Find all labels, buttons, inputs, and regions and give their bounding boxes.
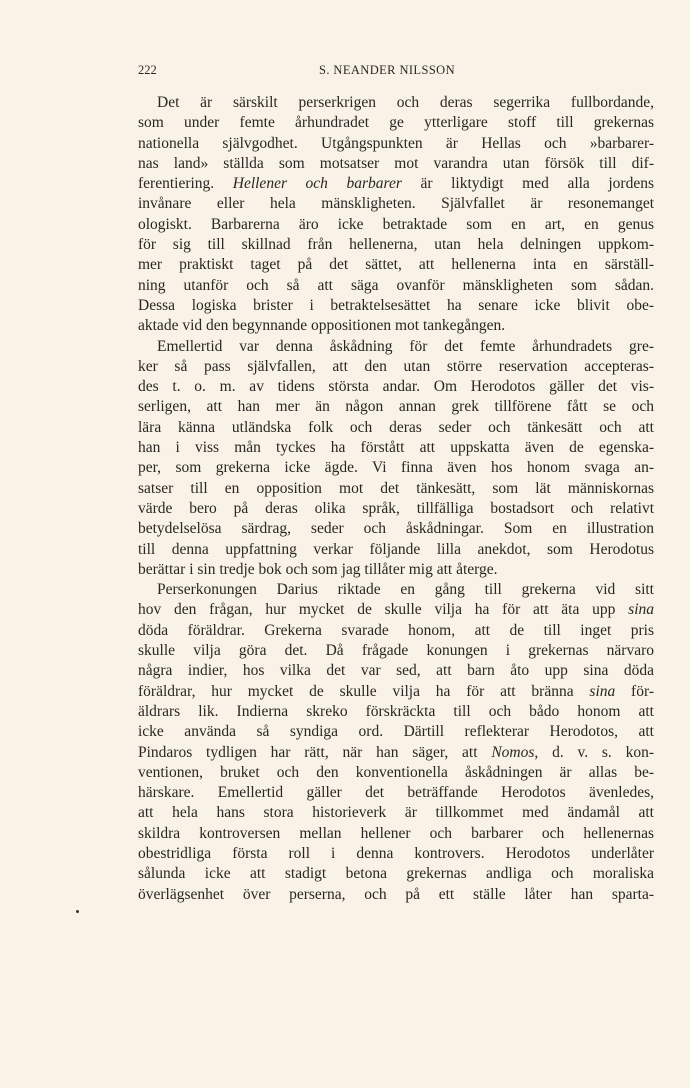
text-line: till denna uppfattning verkar följande lilla anekdot, som Herodotus <box>138 540 654 558</box>
text-line: des t. o. m. av tidens största andar. Om Herodotos gäller det vis- <box>138 378 654 396</box>
text-line: överlägsenhet över perserna, och på ett ställe låter han sparta- <box>138 885 654 903</box>
text-line: skildra kontroversen mellan hellener och barbarer och hellenernas <box>138 824 654 842</box>
text-line: några indier, hos vilka det var sed, att barn åto upp sina döda <box>138 662 654 680</box>
text-line: Perserkonungen Darius riktade en gång till grekerna vid sitt <box>157 581 654 599</box>
text-line: obestridliga första roll i denna kontrovers. Herodotos underlåter <box>138 844 654 862</box>
text-line: ologiskt. Barbarerna äro icke betraktade som en art, en genus <box>138 215 654 233</box>
text-line: ker så pass självfallen, att den utan större reservation accepteras- <box>138 357 654 375</box>
text-line: serligen, att han mer än någon annan grek tillförene fått se och <box>138 398 654 416</box>
text-line: som under femte århundradet ge ytterligare stoff till grekernas <box>138 114 654 132</box>
text-line: föräldrar, hur mycket de skulle vilja ha för att bränna sina för- <box>138 682 654 700</box>
text-line: nas land» ställda som motsatser mot varandra utan försök till dif- <box>138 154 654 172</box>
text-line: han i viss mån tyckes ha förstått att uppskatta även de egenska- <box>138 439 654 457</box>
page-header <box>138 63 654 81</box>
body-text <box>138 93 654 905</box>
text-line: döda föräldrar. Grekerna svarade honom, att de till inget pris <box>138 621 654 639</box>
text-line: icke använda så syndiga ord. Därtill reflekterar Herodotos, att <box>138 723 654 741</box>
text-line: sålunda icke att stadigt betona grekernas andliga och moraliska <box>138 865 654 883</box>
text-line: satser till en opposition mot det tänkesätt, som lät människornas <box>138 479 654 497</box>
text-line: invånare eller hela mänskligheten. Självfallet är resonemanget <box>138 195 654 213</box>
text-line: Pindaros tydligen har rätt, när han säger, att Nomos, d. v. s. kon- <box>138 743 655 761</box>
text-line: mer praktiskt taget på det sättet, att hellenerna inta en särställ- <box>138 256 654 274</box>
text-line: äldrars lik. Indierna skreko förskräckta till och bådo honom att <box>138 702 654 720</box>
text-line: aktade vid den begynnande oppositionen mot tankegången. <box>138 317 506 335</box>
text-line: per, som grekerna icke ägde. Vi finna även hos honom svaga an- <box>138 459 654 477</box>
margin-dot <box>76 910 79 913</box>
text-line: betydelselösa särdrag, seder och åskådningar. Som en illustration <box>138 520 654 538</box>
text-line: Dessa logiska brister i betraktelsesättet ha senare icke blivit obe- <box>138 296 654 314</box>
running-head: S. NEANDER NILSSON <box>319 63 456 77</box>
text-line: för sig till skillnad från hellenerna, utan hela delningen uppkom- <box>138 236 654 254</box>
text-line: Det är särskilt perserkrigen och deras segerrika fullbordande, <box>157 94 654 111</box>
page-number: 222 <box>138 63 157 77</box>
text-line: nationella självgodhet. Utgångspunkten är Hellas och »barbarer- <box>138 134 654 152</box>
text-line: skulle vilja göra det. Då frågade konungen i grekernas närvaro <box>138 642 654 660</box>
text-line: berättar i sin tredje bok och som jag tillåter mig att återge. <box>138 560 498 578</box>
text-line: härskare. Emellertid gäller det beträffande Herodotos ävenledes, <box>138 784 654 802</box>
text-line: hov den frågan, hur mycket de skulle vilja ha för att äta upp sina <box>138 601 654 619</box>
text-line: lära känna utländska folk och deras seder och tänkesätt och att <box>138 418 654 436</box>
text-line: Emellertid var denna åskådning för det femte århundradets gre- <box>157 337 654 355</box>
text-line: värde bero på deras olika språk, tillfälliga bostadsort och relativt <box>138 499 654 517</box>
text-line: ventionen, bruket och den konventionella åskådningen är allas be- <box>138 763 654 781</box>
text-line: att hela hans stora historieverk är tillkommet med ändamål att <box>138 804 654 822</box>
text-line: ning utanför och så att säga ovanför mänskligheten som sådan. <box>138 276 654 294</box>
text-line: ferentiering. Hellener och barbarer är liktydigt med alla jordens <box>138 175 655 193</box>
